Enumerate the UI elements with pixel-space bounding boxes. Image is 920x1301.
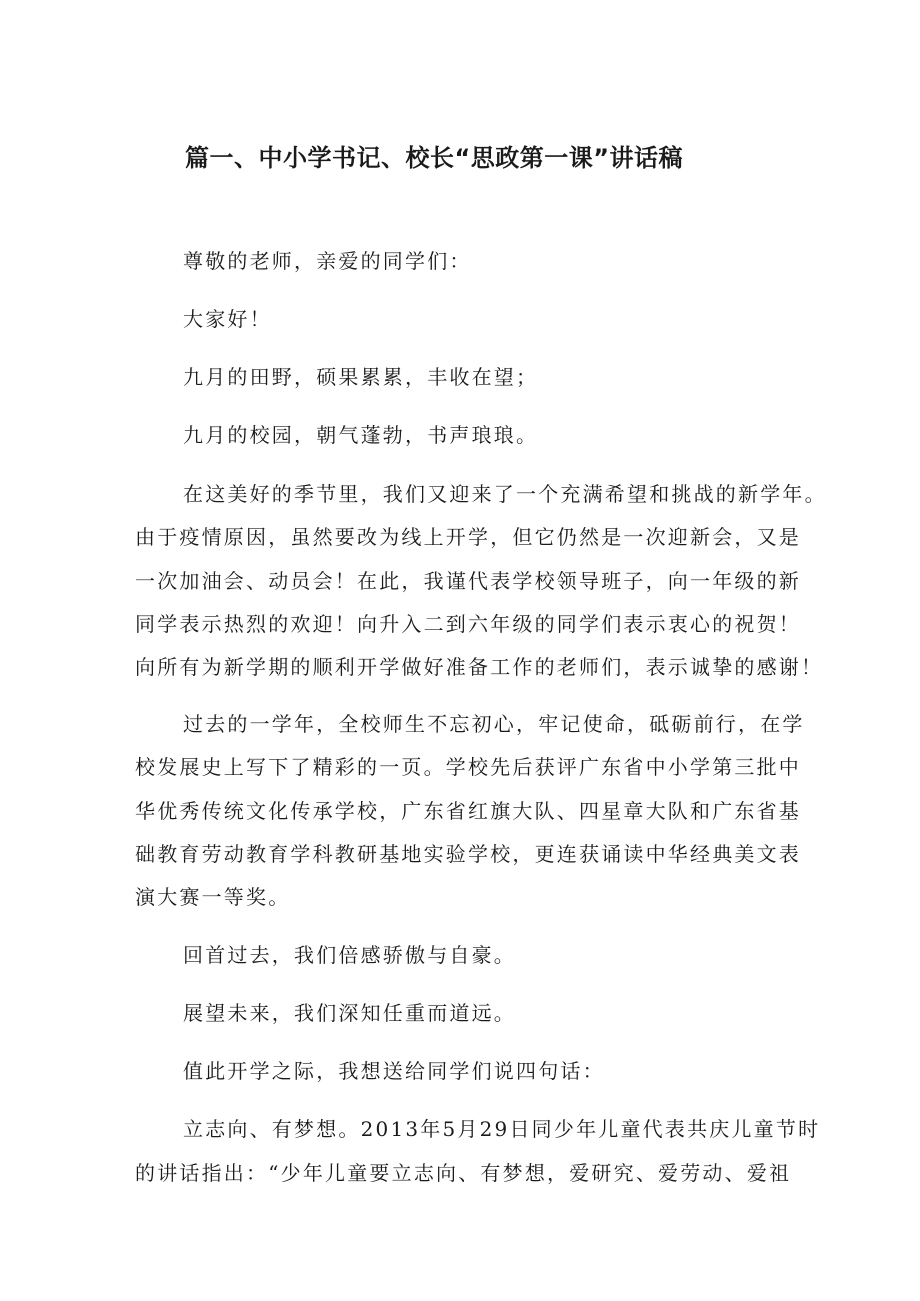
paragraph-line: 值此开学之际，我想送给同学们说四句话： xyxy=(183,1059,605,1083)
paragraph-line: 一次加油会、动员会！在此，我谨代表学校领导班子，向一年级的新 xyxy=(135,569,801,593)
paragraph-line: 过去的一学年，全校师生不忘初心，牢记使命，砥砺前行，在学 xyxy=(183,712,805,736)
paragraph-line: 演大赛一等奖。 xyxy=(135,885,291,909)
paragraph-line: 展望未来，我们深知任重而道远。 xyxy=(183,1001,516,1025)
paragraph-line: 九月的校园，朝气蓬勃，书声琅琅。 xyxy=(183,423,539,447)
paragraph-line: 由于疫情原因，虽然要改为线上开学，但它仍然是一次迎新会，又是 xyxy=(135,525,801,549)
paragraph-line: 立志向、有梦想。2013年5月29日同少年儿童代表共庆儿童节时 xyxy=(183,1117,821,1141)
document-title: 篇一、中小学书记、校长“思政第一课”讲话稿 xyxy=(185,144,684,172)
paragraph-line: 础教育劳动教育学科教研基地实验学校，更连获诵读中华经典美文表 xyxy=(135,842,801,866)
paragraph-line: 回首过去，我们倍感骄傲与自豪。 xyxy=(183,943,516,967)
greeting: 大家好！ xyxy=(183,307,272,331)
salutation: 尊敬的老师，亲爱的同学们： xyxy=(183,249,472,273)
paragraph-line: 向所有为新学期的顺利开学做好准备工作的老师们，表示诚挚的感谢！ xyxy=(135,655,824,679)
paragraph-line: 同学表示热烈的欢迎！向升入二到六年级的同学们表示衷心的祝贺！ xyxy=(135,612,801,636)
paragraph-line: 的讲话指出：“少年儿童要立志向、有梦想，爱研究、爱劳动、爱祖 xyxy=(135,1161,792,1185)
paragraph-line: 九月的田野，硕果累累，丰收在望； xyxy=(183,365,539,389)
paragraph-line: 在这美好的季节里，我们又迎来了一个充满希望和挑战的新学年。 xyxy=(183,482,827,506)
paragraph-line: 校发展史上写下了精彩的一页。学校先后获评广东省中小学第三批中 xyxy=(135,755,801,779)
paragraph-line: 华优秀传统文化传承学校，广东省红旗大队、四星章大队和广东省基 xyxy=(135,799,801,823)
